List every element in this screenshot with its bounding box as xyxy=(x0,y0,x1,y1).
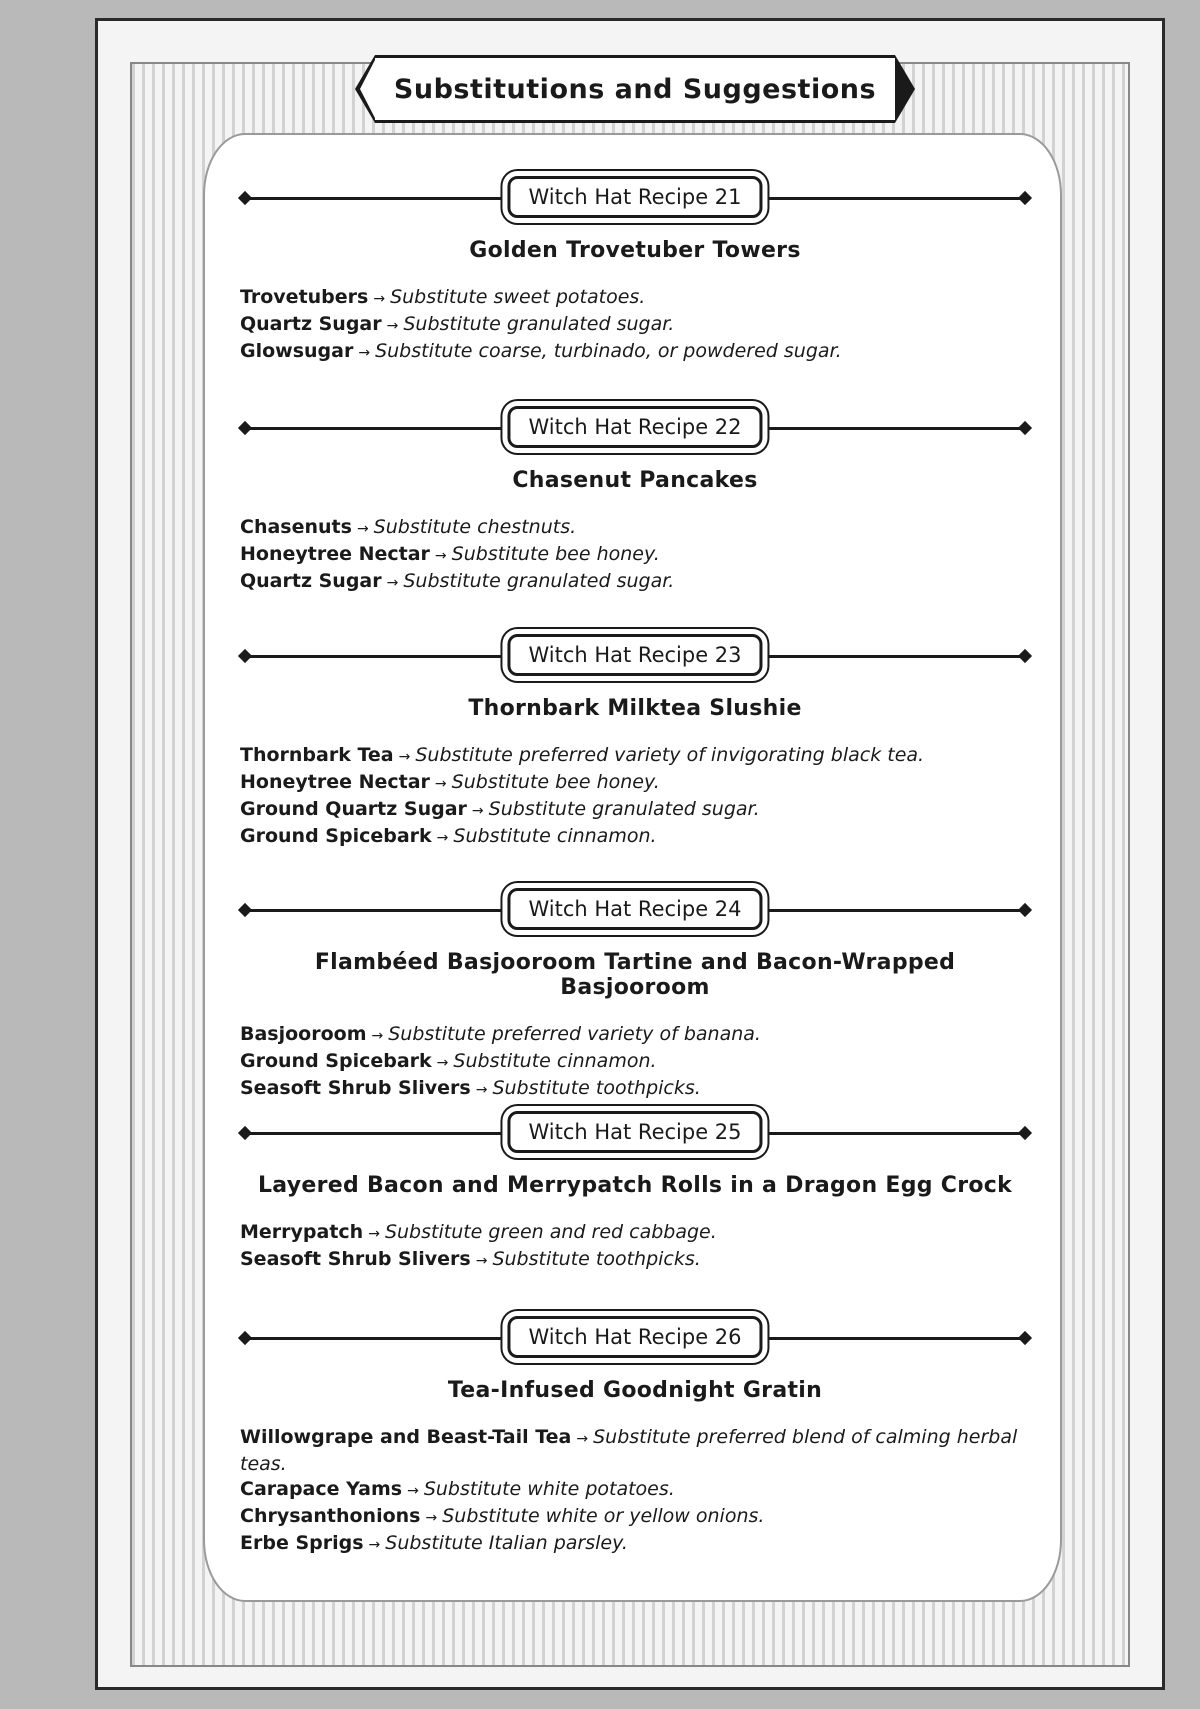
ingredient-name: Carapace Yams xyxy=(240,1478,403,1500)
list-item xyxy=(240,1477,1030,1504)
substitute-text: Substitute preferred variety of invigorating black tea. xyxy=(415,744,925,766)
list-item xyxy=(240,285,1030,312)
arrow-icon: → xyxy=(434,548,447,564)
substitute-text: Substitute cinnamon. xyxy=(453,825,657,847)
recipe-section-26 xyxy=(240,1316,1030,1558)
recipe-tag: Witch Hat Recipe 24 xyxy=(507,888,762,930)
ingredient-name: Chasenuts xyxy=(240,516,352,538)
recipe-section-24 xyxy=(240,888,1030,1103)
ingredient-name: Merrypatch xyxy=(240,1221,364,1243)
page-title-banner xyxy=(375,55,895,123)
recipe-section-22 xyxy=(240,406,1030,596)
recipe-section-21 xyxy=(240,176,1030,366)
recipe-tag: Witch Hat Recipe 23 xyxy=(507,634,762,676)
arrow-icon: → xyxy=(386,575,399,591)
list-item xyxy=(240,1220,1030,1247)
list-item xyxy=(240,1022,1030,1049)
arrow-icon: → xyxy=(475,1253,488,1269)
recipe-tag: Witch Hat Recipe 22 xyxy=(507,406,762,448)
ingredient-name: Quartz Sugar xyxy=(240,313,382,335)
ingredient-name: Ground Spicebark xyxy=(240,825,432,847)
substitute-text: Substitute Italian parsley. xyxy=(385,1532,628,1554)
ingredient-name: Seasoft Shrub Slivers xyxy=(240,1248,471,1270)
list-item xyxy=(240,339,1030,366)
list-item xyxy=(240,542,1030,569)
substitute-text: Substitute coarse, turbinado, or powdered sugar. xyxy=(375,340,842,362)
substitute-text: Substitute granulated sugar. xyxy=(488,798,760,820)
list-item xyxy=(240,569,1030,596)
recipe-divider xyxy=(240,176,1030,220)
substitute-text: Substitute preferred blend of calming herbal teas. xyxy=(240,1426,1018,1475)
arrow-icon: → xyxy=(407,1483,419,1499)
substitute-text: Substitute toothpicks. xyxy=(492,1248,701,1270)
ingredient-name: Willowgrape and Beast-Tail Tea xyxy=(240,1426,572,1448)
arrow-icon: → xyxy=(398,749,411,765)
list-item xyxy=(240,824,1030,851)
recipe-title: Golden Trovetuber Towers xyxy=(469,238,801,263)
recipe-divider xyxy=(240,634,1030,678)
list-item xyxy=(240,1504,1030,1531)
arrow-icon: → xyxy=(371,1028,384,1044)
list-item xyxy=(240,1076,1030,1103)
arrow-icon: → xyxy=(471,803,484,819)
substitute-text: Substitute green and red cabbage. xyxy=(384,1221,717,1243)
substitute-text: Substitute preferred variety of banana. xyxy=(388,1023,761,1045)
arrow-icon: → xyxy=(576,1431,589,1447)
arrow-icon: → xyxy=(436,1055,449,1071)
substitute-text: Substitute sweet potatoes. xyxy=(390,286,646,308)
ingredient-name: Ground Quartz Sugar xyxy=(240,798,467,820)
recipe-title: Chasenut Pancakes xyxy=(512,468,758,493)
substitute-text: Substitute bee honey. xyxy=(451,543,660,565)
arrow-icon: → xyxy=(386,318,399,334)
list-item xyxy=(240,1531,1030,1558)
recipe-title: Flambéed Basjooroom Tartine and Bacon-Wrapped Basjooroom xyxy=(314,950,956,1000)
ingredient-name: Honeytree Nectar xyxy=(240,543,430,565)
recipe-tag: Witch Hat Recipe 25 xyxy=(507,1111,762,1153)
recipe-section-23 xyxy=(240,634,1030,851)
ingredient-name: Trovetubers xyxy=(240,286,369,308)
recipe-divider xyxy=(240,888,1030,932)
substitute-text: Substitute white potatoes. xyxy=(423,1478,675,1500)
arrow-icon: → xyxy=(434,776,447,792)
list-item xyxy=(240,1049,1030,1076)
ingredient-name: Thornbark Tea xyxy=(240,744,394,766)
substitute-text: Substitute bee honey. xyxy=(451,771,660,793)
ingredient-name: Honeytree Nectar xyxy=(240,771,430,793)
list-item xyxy=(240,1247,1030,1274)
recipe-title: Tea-Infused Goodnight Gratin xyxy=(447,1378,823,1403)
ingredient-name: Erbe Sprigs xyxy=(240,1532,364,1554)
recipe-title: Thornbark Milktea Slushie xyxy=(468,696,802,721)
recipe-title: Layered Bacon and Merrypatch Rolls in a Dragon Egg Crock xyxy=(257,1173,1013,1198)
substitute-text: Substitute cinnamon. xyxy=(453,1050,657,1072)
list-item xyxy=(240,743,1030,770)
recipe-divider xyxy=(240,1316,1030,1360)
recipe-section-25 xyxy=(240,1111,1030,1274)
arrow-icon: → xyxy=(356,521,369,537)
ingredient-name: Chrysanthonions xyxy=(240,1505,421,1527)
arrow-icon: → xyxy=(373,291,386,307)
list-item xyxy=(240,515,1030,542)
arrow-icon: → xyxy=(368,1226,380,1242)
recipe-tag: Witch Hat Recipe 26 xyxy=(507,1316,762,1358)
list-item xyxy=(240,1425,1030,1477)
substitute-text: Substitute white or yellow onions. xyxy=(442,1505,765,1527)
arrow-icon: → xyxy=(425,1510,438,1526)
ingredient-name: Quartz Sugar xyxy=(240,570,382,592)
substitute-text: Substitute chestnuts. xyxy=(373,516,577,538)
arrow-icon: → xyxy=(475,1082,488,1098)
list-item xyxy=(240,312,1030,339)
substitute-text: Substitute granulated sugar. xyxy=(403,313,675,335)
recipe-divider xyxy=(240,406,1030,450)
list-item xyxy=(240,770,1030,797)
arrow-icon: → xyxy=(358,345,371,361)
list-item xyxy=(240,797,1030,824)
recipe-tag: Witch Hat Recipe 21 xyxy=(507,176,762,218)
arrow-icon: → xyxy=(368,1537,381,1553)
ingredient-name: Ground Spicebark xyxy=(240,1050,432,1072)
substitute-text: Substitute granulated sugar. xyxy=(403,570,675,592)
ingredient-name: Glowsugar xyxy=(240,340,354,362)
arrow-icon: → xyxy=(436,830,449,846)
substitute-text: Substitute toothpicks. xyxy=(492,1077,701,1099)
ingredient-name: Basjooroom xyxy=(240,1023,367,1045)
page-title: Substitutions and Suggestions xyxy=(393,73,877,105)
ingredient-name: Seasoft Shrub Slivers xyxy=(240,1077,471,1099)
recipe-divider xyxy=(240,1111,1030,1155)
